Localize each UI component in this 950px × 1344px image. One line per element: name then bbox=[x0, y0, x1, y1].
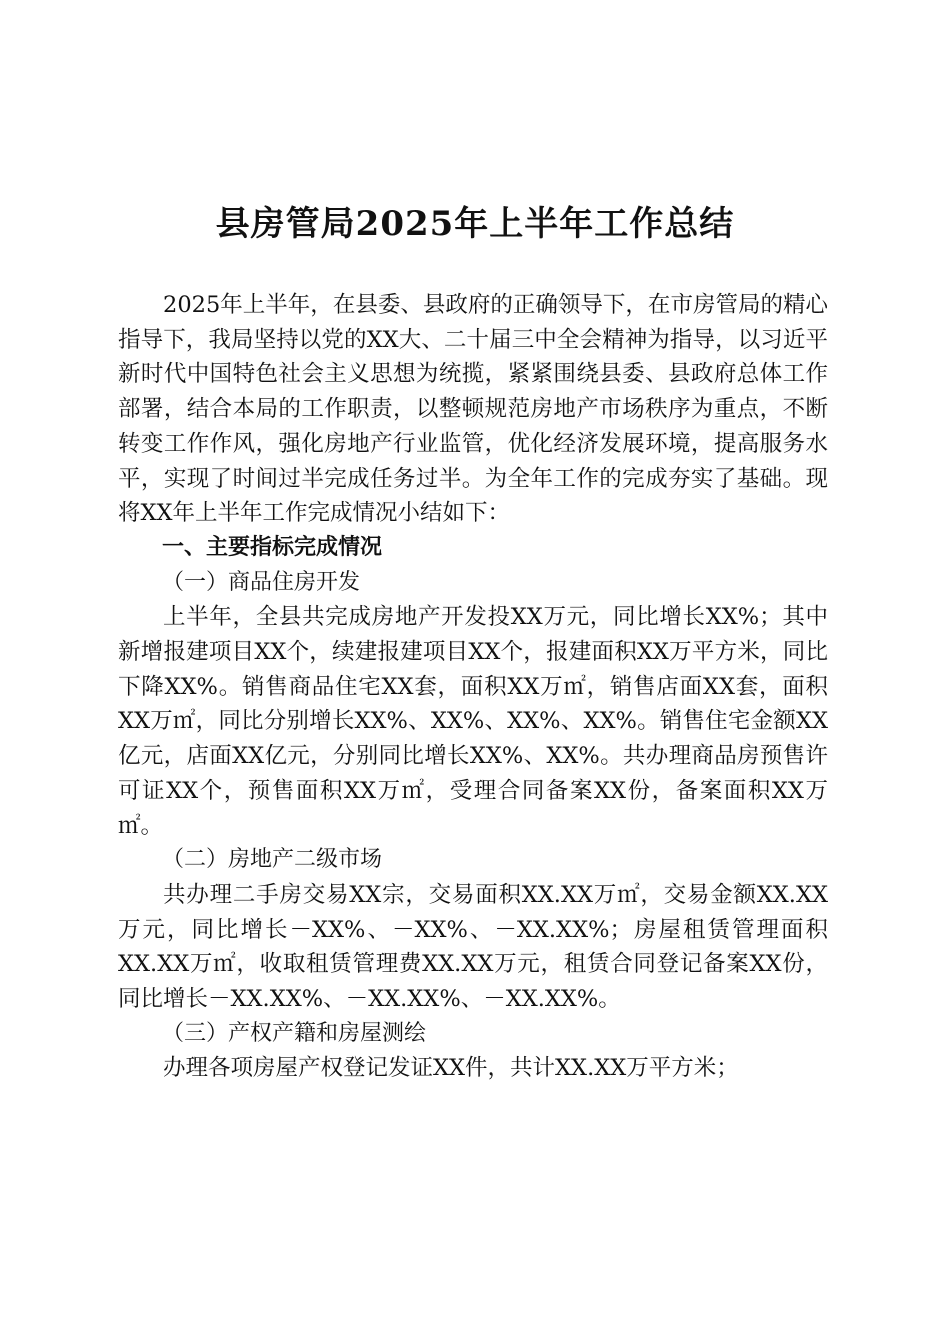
paragraph-property-rights: 办理各项房屋产权登记发证XX件，共计XX.XX万平方米； bbox=[163, 1055, 739, 1082]
subsection-heading-housing-development: （一）商品住房开发 bbox=[162, 569, 361, 595]
document-body bbox=[118, 288, 828, 1086]
section-heading-main-indicators: 一、主要指标完成情况 bbox=[162, 534, 383, 560]
intro-paragraph: 2025年上半年，在县委、县政府的正确领导下，在市房管局的精心指导下，我局坚持以党的XX大、二十届三中全会精神为指导，以习近平新时代中国特色社会主义思想为统揽，紧紧围绕县委、县政府总体工作部署，结合本局的工作职责，以整顿规范房地产市场秩序为重点，不断转变工作作风，强化房地产行业监管，优化经济发展环境，提高服务水平，实现了时间过半完成任务过半。为全年工作的完成夯实了基础。现将XX年上半年工作完成情况小结如下： bbox=[118, 292, 828, 527]
subsection-heading-property-rights: （三）产权产籍和房屋测绘 bbox=[162, 1020, 427, 1046]
paragraph-secondary-market: 共办理二手房交易XX宗，交易面积XX.XX万㎡，交易金额XX.XX万元，同比增长－XX%、－XX%、－XX.XX%；房屋租赁管理面积XX.XX万㎡，收取租赁管理费XX.XX万元，租赁合同登记备案XX份，同比增长－XX.XX%、－XX.XX%、－XX.XX%。 bbox=[118, 881, 828, 1013]
paragraph-housing-development: 上半年，全县共完成房地产开发投XX万元，同比增长XX%；其中新增报建项目XX个，续建报建项目XX个，报建面积XX万平方米，同比下降XX%。销售商品住宅XX套，面积XX万㎡，销售店面XX套，面积XX万㎡，同比分别增长XX%、XX%、XX%、XX%。销售住宅金额XX亿元，店面XX亿元，分别同比增长XX%、XX%。共办理商品房预售许可证XX个，预售面积XX万㎡，受理合同备案XX份，备案面积XX万㎡。 bbox=[118, 604, 828, 839]
subsection-heading-secondary-market: （二）房地产二级市场 bbox=[162, 847, 383, 873]
document-title: 县房管局2025年上半年工作总结 bbox=[215, 204, 735, 244]
